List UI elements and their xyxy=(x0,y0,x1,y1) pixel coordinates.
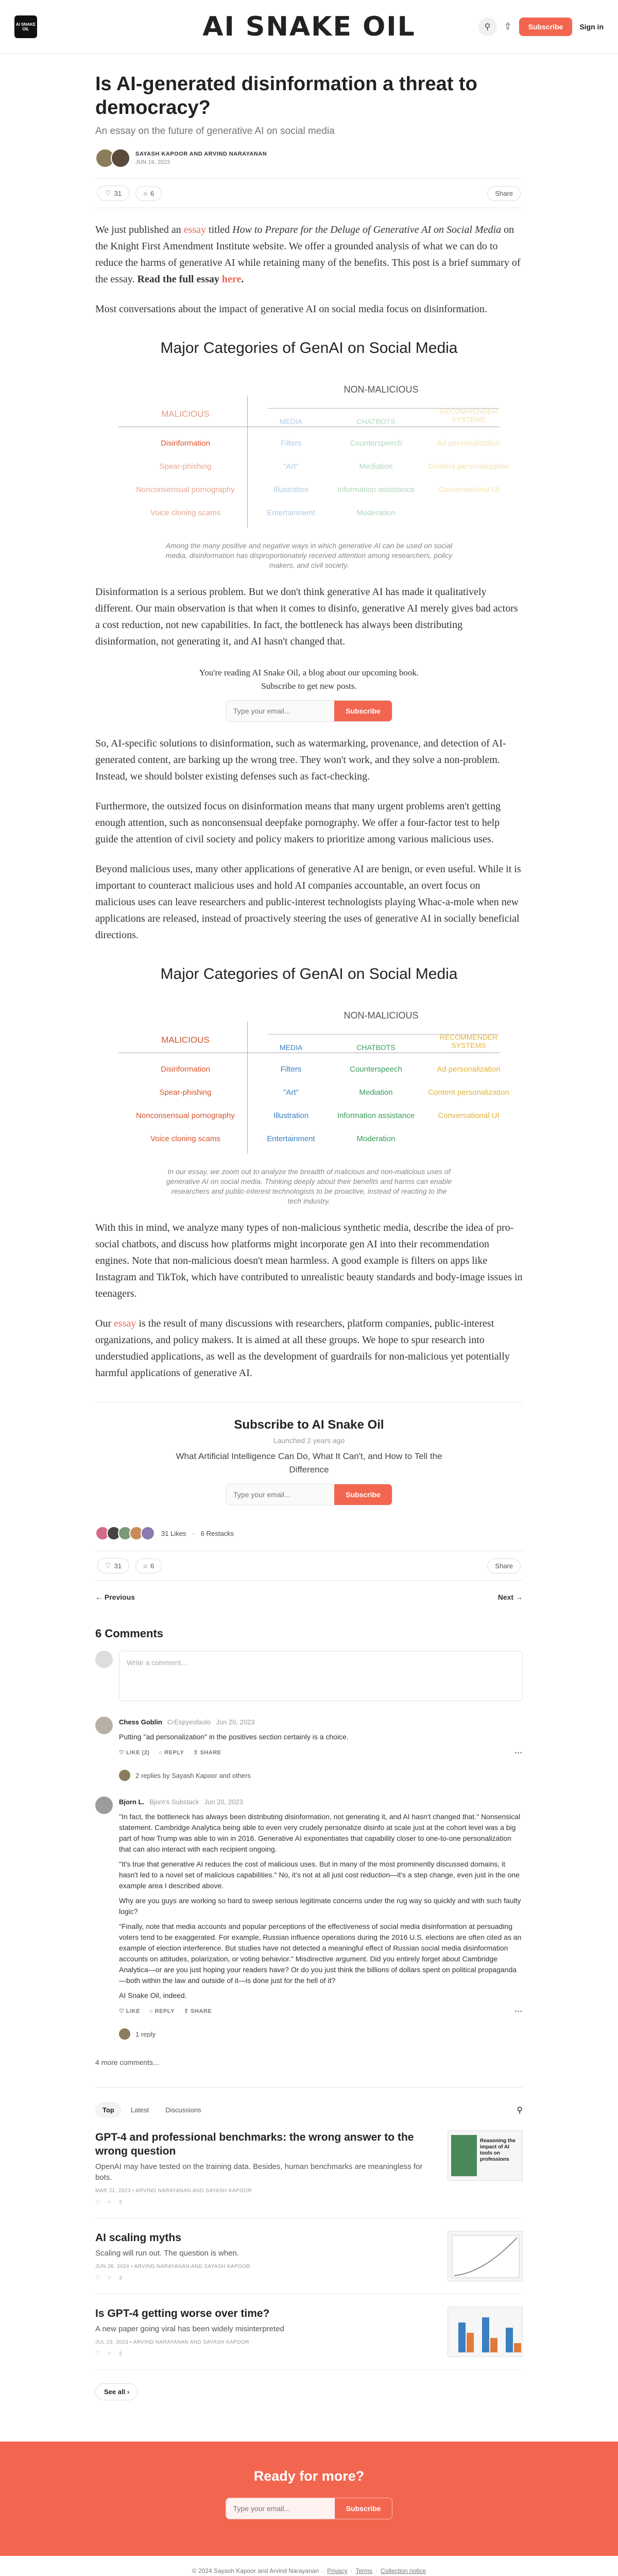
recsys-item: Ad personalization xyxy=(437,439,501,448)
comment-share-button[interactable]: ⇧ SHARE xyxy=(193,1750,221,1756)
category-grid xyxy=(108,366,510,536)
share-button[interactable]: Share xyxy=(487,186,521,201)
paragraph xyxy=(95,222,523,287)
media-header: MEDIA xyxy=(279,417,303,426)
media-item: "Art" xyxy=(283,462,299,471)
tab-discussions[interactable]: Discussions xyxy=(165,2106,201,2114)
archive-post[interactable] xyxy=(95,2118,523,2218)
tab-top[interactable]: Top xyxy=(95,2102,122,2118)
media-item: Illustration xyxy=(273,485,309,494)
malicious-item: Disinformation xyxy=(161,1065,210,1074)
comment-icon[interactable]: ○ xyxy=(107,2199,111,2205)
publication-title: AI SNAKE OIL xyxy=(202,11,416,42)
text: Our xyxy=(95,1318,114,1329)
archive-post-subtitle: Scaling will run out. The question is when. xyxy=(95,2249,239,2258)
see-all-label: See all xyxy=(104,2388,126,2396)
media-item: Entertainment xyxy=(267,1134,315,1143)
essay-link[interactable]: essay xyxy=(183,224,207,235)
chatbot-item: Counterspeech xyxy=(350,1065,402,1074)
subscribe-form xyxy=(226,1484,392,1505)
separator-dot: · xyxy=(322,2567,324,2574)
malicious-item: Nonconsensual pornography xyxy=(136,485,235,494)
arrow-right-icon: → xyxy=(516,1593,523,1601)
malicious-item: Spear-phishing xyxy=(159,1088,212,1097)
chatbot-item: Moderation xyxy=(356,509,396,517)
replies-link[interactable] xyxy=(119,1770,523,1781)
post-date: JUN 19, 2023 xyxy=(135,159,170,165)
comment-date[interactable]: Jun 20, 2023 xyxy=(216,1718,255,1726)
chatbot-item: Information assistance xyxy=(337,485,415,494)
liker-avatars[interactable] xyxy=(95,1526,155,1540)
figure-categories-1 xyxy=(95,340,523,570)
malicious-item: Nonconsensual pornography xyxy=(136,1111,235,1120)
archive-post-meta: JUL 19, 2023 • ARVIND NARAYANAN AND SAYASH KAPOOR xyxy=(95,2340,250,2345)
publication-description: What Artificial Intelligence Can Do, What It Can't, and How to Tell the Difference xyxy=(176,1451,442,1475)
comment-text: "Finally, note that media accounts and popular perceptions of the effectiveness of social media disinformation at persuading voters tend to be exaggerated. For example, Russian influence operations during the 2016 U.S. elections are often cited as an example of election interference. But studies have not detected a meaningful effect of Russian social media disinformation accounts on attitudes, polarization, or voting behavior." Misdirective argument. Did you entirely forget about Cambridge Analytica—or are you just hoping your readers have? Or do you just think the billions of dollars spent on political propaganda—both within the law and outside of it—is done just for the hell of it? xyxy=(119,1922,522,1985)
chevron-right-icon: › xyxy=(127,2388,130,2396)
archive-post[interactable] xyxy=(95,2218,523,2294)
previous-label: Previous xyxy=(104,1593,135,1601)
separator-dot: · xyxy=(375,2567,378,2574)
heart-icon: ♡ xyxy=(105,189,111,197)
archive-post-meta: MAR 21, 2023 • ARVIND NARAYANAN AND SAYASH KAPOOR xyxy=(95,2188,252,2194)
write-comment-row xyxy=(95,1651,523,1701)
figure-categories-2 xyxy=(95,966,523,1206)
malicious-item: Spear-phishing xyxy=(159,462,212,471)
media-item: Filters xyxy=(280,439,302,448)
inline-subscribe xyxy=(95,666,523,722)
comment-button[interactable] xyxy=(135,186,162,201)
figure-title: Major Categories of GenAI on Social Media xyxy=(160,965,458,982)
avatar xyxy=(95,1651,113,1668)
recommender-systems-header: RECOMMENDER SYSTEMS xyxy=(439,1033,498,1049)
cta-title: Ready for more? xyxy=(253,2468,365,2484)
bottom-action-bar xyxy=(95,1551,523,1581)
comment-icon: ○ xyxy=(143,1562,147,1570)
separator-dot: · xyxy=(350,2567,353,2574)
publication-logo[interactable]: AI SNAKE OIL xyxy=(14,15,37,38)
comment-list xyxy=(95,1717,523,2040)
email-input[interactable] xyxy=(226,2498,334,2519)
archive-post-actions xyxy=(95,2350,435,2357)
thumb-graphic xyxy=(451,2135,477,2176)
media-header: MEDIA xyxy=(279,1043,303,1052)
archive-list xyxy=(95,2118,523,2370)
collection-notice-link[interactable]: Collection notice xyxy=(381,2567,426,2574)
comment-date[interactable]: Jun 20, 2023 xyxy=(204,1798,243,1806)
comment-text: Why are you guys are working so hard to sweep serious legitimate concerns under the rug way so quickly and with such faulty logic? xyxy=(119,1896,521,1916)
post-subtitle: An essay on the future of generative AI on social media xyxy=(95,126,335,137)
avatar xyxy=(119,1770,130,1781)
subscribe-form xyxy=(226,2498,393,2519)
share-icon[interactable]: ⇧ xyxy=(118,2199,123,2206)
author-avatars[interactable] xyxy=(95,148,130,168)
chatbots-header: CHATBOTS xyxy=(356,1043,396,1052)
launched-text: Launched 2 years ago xyxy=(273,1436,345,1445)
media-item: Entertainment xyxy=(267,509,315,517)
avatar[interactable] xyxy=(95,1717,113,1734)
comment-text: Putting "ad personalization" in the positives section certainly is a choice. xyxy=(119,1733,349,1741)
heart-icon[interactable]: ♡ xyxy=(95,2199,100,2206)
chatbot-item: Mediation xyxy=(359,462,393,471)
post-header xyxy=(95,54,523,208)
comment xyxy=(95,1797,523,2017)
archive-post-subtitle: OpenAI may have tested on the training data. Besides, human benchmarks are meaningless for bots. xyxy=(95,2162,423,2182)
previous-link[interactable] xyxy=(95,1593,135,1601)
search-icon[interactable]: ⚲ xyxy=(517,2106,523,2115)
email-input[interactable] xyxy=(226,701,334,721)
recsys-item: Conversational UI xyxy=(438,485,500,494)
chatbots-header: CHATBOTS xyxy=(356,417,396,426)
like-button[interactable] xyxy=(97,185,129,201)
terms-link[interactable]: Terms xyxy=(355,2567,373,2574)
subscribe-form xyxy=(226,700,392,722)
paragraph: Most conversations about the impact of generative AI on social media focus on disinformation. xyxy=(95,303,487,315)
comment-like-button[interactable]: ♡ LIKE (2) xyxy=(119,1750,150,1756)
likes-count-text[interactable]: 31 Likes xyxy=(161,1529,186,1537)
like-count: 31 xyxy=(114,189,122,197)
comment-reply-button[interactable]: ○ REPLY xyxy=(149,2008,175,2014)
text: titled xyxy=(206,224,233,235)
essay-title: How to Prepare for the Deluge of Generative AI on Social Media xyxy=(232,224,502,235)
archive-post-thumbnail[interactable] xyxy=(448,2231,523,2281)
share-icon[interactable]: ⇧ xyxy=(118,2275,123,2281)
paragraph: Disinformation is a serious problem. But we don't think generative AI has made it qualitatively different. Our main observation is that when it comes to disinfo, generative AI merely gives bad actors a cost reduction, not new capabilities. In fact, the bottleneck has always been distributing disinformation, not generating it, and AI hasn't changed that. xyxy=(95,586,518,647)
comment-share-button[interactable]: ⇧ SHARE xyxy=(183,2008,212,2014)
paragraph: So, AI-specific solutions to disinformation, such as watermarking, provenance, and detection of AI-generated content, are barking up the wrong tree. They won't work, and they solve a non-problem. Instead, we should bolster existing defenses such as fact-checking. xyxy=(95,738,506,782)
recsys-item: Content personalization xyxy=(428,462,509,471)
archive-post-actions xyxy=(95,2199,435,2206)
comment-actions xyxy=(119,1748,523,1758)
site-footer xyxy=(0,2556,618,2576)
malicious-item: Disinformation xyxy=(161,439,210,448)
footer-links xyxy=(0,2567,618,2574)
heart-icon: ♡ xyxy=(105,1562,111,1569)
archive-post[interactable] xyxy=(95,2294,523,2370)
post-container xyxy=(95,54,523,2400)
heart-icon[interactable]: ♡ xyxy=(95,2351,100,2357)
chatbot-item: Moderation xyxy=(356,1134,396,1143)
non-malicious-header: NON-MALICIOUS xyxy=(344,384,419,395)
comment-text: "It's true that generative AI reduces the cost of malicious uses. But in many of the most prominently discussed domains, it hasn't led to a novel set of malicious capabilities." No, it's not at all just cost reduction—it's a step change, even just in the one example area I described above. xyxy=(119,1860,520,1890)
separator-dot: · xyxy=(192,1529,195,1537)
here-link[interactable]: here xyxy=(221,274,242,285)
comment-thread xyxy=(95,1797,523,2040)
chatbot-item: Counterspeech xyxy=(350,439,402,448)
comments-heading: 6 Comments xyxy=(95,1627,164,1640)
chatbot-item: Mediation xyxy=(359,1088,393,1097)
footer-subscribe-title: Subscribe to AI Snake Oil xyxy=(234,1418,384,1432)
comment-thread xyxy=(95,1717,523,1781)
paragraph: With this in mind, we analyze many types of non-malicious synthetic media, describe the idea of pro-social chatbots, and discuss how platforms might incorporate gen AI into their recommendation engines. Note that non-malicious doesn't mean harmless. A good example is filters on apps like Instagram and TikTok, which have contributed to unrealistic beauty standards and body-image issues in teenagers. xyxy=(95,1222,523,1299)
archive-section xyxy=(95,2087,523,2400)
comment-meta xyxy=(119,1717,523,1727)
commenter-publication[interactable]: Bjorn's Substack xyxy=(149,1798,199,1806)
comment-actions xyxy=(119,2006,523,2017)
thumb-chart xyxy=(448,2231,523,2281)
share-icon[interactable]: ⇧ xyxy=(504,21,512,31)
malicious-header: MALICIOUS xyxy=(161,1035,210,1045)
avatar xyxy=(119,2028,130,2040)
comment-icon[interactable]: ○ xyxy=(107,2275,111,2281)
media-item: Filters xyxy=(280,1065,302,1074)
recsys-item: Content personalization xyxy=(428,1088,509,1097)
text: . xyxy=(241,274,244,285)
more-options-icon[interactable]: ⋯ xyxy=(514,2007,523,2016)
avatar[interactable] xyxy=(95,1797,113,1814)
text: We just published an xyxy=(95,224,184,235)
paragraph xyxy=(95,1315,523,1381)
comment-like-button[interactable]: ♡ LIKE xyxy=(119,2008,140,2014)
subscribe-button[interactable]: Subscribe xyxy=(334,2498,392,2519)
more-options-icon[interactable]: ⋯ xyxy=(514,1749,523,1757)
comment-text: AI Snake Oil, indeed. xyxy=(119,1991,187,1999)
avatar[interactable] xyxy=(111,148,130,168)
thumb-text: Reasoning the impact of AI tools on professions xyxy=(480,2138,516,2162)
comment-text: "In fact, the bottleneck has always been distributing disinformation, not generating it, and AI hasn't changed that." Nonsensical statement. Cambridge Analytica being able to even very crudely personalize disinfo at scale just at the cohort level was a big part of how Trump was able to win in 2016. Generative AI exponentiates that capability closer to one-to-one personalization that can also interact with each recipient ongoing. xyxy=(119,1812,521,1853)
next-link[interactable] xyxy=(498,1593,523,1601)
malicious-item: Voice cloning scams xyxy=(150,509,220,517)
top-bar xyxy=(0,0,618,54)
heart-icon[interactable]: ♡ xyxy=(95,2275,100,2281)
archive-post-thumbnail[interactable] xyxy=(448,2307,523,2357)
text: on the Knight First Amendment Institute website. We offer a grounded analysis of what we can do to reduce the harms of generative AI while retaining many of the benefits. This post is a brief summary of the essay. xyxy=(95,224,521,285)
post-title: Is AI-generated disinformation a threat to democracy? xyxy=(95,73,477,118)
replies-text: 2 replies by Sayash Kapoor and others xyxy=(135,1771,251,1780)
archive-post-title[interactable]: Is GPT-4 getting worse over time? xyxy=(95,2308,270,2319)
next-label: Next xyxy=(497,1593,514,1601)
comment-icon: ○ xyxy=(143,189,147,197)
author-names[interactable]: SAYASH KAPOOR AND ARVIND NARAYANAN xyxy=(135,151,267,157)
thumb-chart xyxy=(448,2307,523,2357)
comments-section xyxy=(95,1627,523,2066)
non-malicious-header: NON-MALICIOUS xyxy=(344,1010,419,1021)
post-body xyxy=(95,222,523,1381)
restacks-count-text[interactable]: 6 Restacks xyxy=(200,1529,234,1537)
email-input[interactable] xyxy=(226,1484,334,1505)
archive-post-thumbnail[interactable] xyxy=(448,2130,523,2181)
chatbot-item: Information assistance xyxy=(337,1111,415,1120)
comment-button[interactable] xyxy=(135,1558,162,1573)
archive-post-subtitle: A new paper going viral has been widely misinterpreted xyxy=(95,2325,284,2333)
archive-post-title[interactable]: GPT-4 and professional benchmarks: the wrong answer to the wrong question xyxy=(95,2131,414,2157)
divider xyxy=(247,396,248,528)
figure-caption: Among the many positive and negative ways in which generative AI can be used on social media, disinformation has disproportionately received attention among researchers, policy makers, and civil society. xyxy=(165,541,453,569)
archive-tabs xyxy=(95,2102,523,2118)
prev-next-nav xyxy=(95,1593,523,1601)
ready-for-more-banner xyxy=(0,2442,618,2556)
subscribe-blurb: You're reading AI Snake Oil, a blog about our upcoming book. Subscribe to get new posts. xyxy=(199,668,419,691)
media-item: Illustration xyxy=(273,1111,309,1120)
essay-link[interactable]: essay xyxy=(114,1318,136,1329)
text: is the result of many discussions with researchers, platform companies, public-interest organizations, and policy makers. It is aimed at all these groups. We hope to spur research into understudied applications, as well as the development of guardrails for non-malicious yet potentially harmful applications of generative AI. xyxy=(95,1318,510,1379)
likes-row xyxy=(95,1526,523,1540)
archive-post-meta: JUN 28, 2024 • ARVIND NARAYANAN AND SAYASH KAPOOR xyxy=(95,2264,251,2269)
share-icon[interactable]: ⇧ xyxy=(118,2351,123,2357)
comment-count: 6 xyxy=(150,189,154,197)
media-item: "Art" xyxy=(283,1088,299,1097)
byline xyxy=(95,148,523,168)
paragraph: Furthermore, the outsized focus on disinformation means that many urgent problems aren't getting enough attention, such as nonconsensual deepfake pornography. We offer a four-factor test to help guide the attention of civil society and policy makers to prioritize among various malicious uses. xyxy=(95,801,501,845)
comment-count: 6 xyxy=(150,1562,154,1570)
divider xyxy=(247,1022,248,1154)
replies-link[interactable] xyxy=(119,2028,523,2040)
comment-meta xyxy=(119,1797,523,1807)
comment xyxy=(95,1717,523,1758)
like-count: 31 xyxy=(114,1562,122,1570)
avatar[interactable] xyxy=(141,1526,155,1540)
signin-button[interactable]: Sign in xyxy=(579,22,604,31)
arrow-left-icon: ← xyxy=(95,1593,102,1601)
commenter-name[interactable]: Bjorn L. xyxy=(119,1798,145,1806)
category-grid xyxy=(108,992,510,1162)
figure-title: Major Categories of GenAI on Social Media xyxy=(160,340,458,357)
recommender-systems-header: RECOMMENDER SYSTEMS xyxy=(439,407,498,423)
footer-subscribe xyxy=(95,1402,523,1505)
comment-reply-button[interactable]: ○ REPLY xyxy=(159,1750,184,1756)
copyright: © 2024 Sayash Kapoor and Arvind Narayanan xyxy=(192,2567,319,2574)
text: Read the full essay xyxy=(137,274,222,285)
replies-text: 1 reply xyxy=(135,2030,156,2038)
tab-latest[interactable]: Latest xyxy=(130,2106,149,2114)
recsys-item: Conversational UI xyxy=(438,1111,500,1120)
top-actions xyxy=(478,18,604,36)
more-comments-link[interactable]: 4 more comments... xyxy=(95,2058,159,2066)
paragraph: Beyond malicious uses, many other applications of generative AI are benign, or even useful. While it is important to counteract malicious uses and hold AI companies accountable, an overt focus on malicious uses can leave researchers and public-interest technologists playing Whac-a-mole when new applications are released, instead of proactively steering the uses of generative AI in socially beneficial directions. xyxy=(95,863,521,941)
commenter-publication[interactable]: CrEspyesfaolo xyxy=(167,1718,211,1726)
privacy-link[interactable]: Privacy xyxy=(327,2567,348,2574)
recsys-item: Ad personalization xyxy=(437,1065,501,1074)
comment-icon[interactable]: ○ xyxy=(107,2350,111,2357)
see-all-button[interactable] xyxy=(95,2383,138,2400)
malicious-header: MALICIOUS xyxy=(161,409,210,419)
malicious-item: Voice cloning scams xyxy=(150,1134,220,1143)
search-icon[interactable]: ⚲ xyxy=(478,18,497,36)
archive-post-actions xyxy=(95,2275,435,2281)
post-action-bar xyxy=(95,178,523,208)
share-button[interactable]: Share xyxy=(487,1558,521,1573)
figure-caption: In our essay, we zoom out to analyze the breadth of malicious and non-malicious uses of generative AI on social media. Thinking deeply about their benefits and harms can enable researchers and public-interest technologists to be proactive, instead of reacting to the tech industry. xyxy=(166,1167,452,1205)
like-button[interactable] xyxy=(97,1558,129,1573)
subscribe-button[interactable]: Subscribe xyxy=(334,1484,392,1505)
subscribe-button[interactable]: Subscribe xyxy=(334,701,392,721)
header-subscribe-button[interactable]: Subscribe xyxy=(519,18,573,36)
archive-post-title[interactable]: AI scaling myths xyxy=(95,2232,181,2244)
comment-input[interactable]: Write a comment... xyxy=(119,1651,523,1701)
commenter-name[interactable]: Chess Goblin xyxy=(119,1718,162,1726)
